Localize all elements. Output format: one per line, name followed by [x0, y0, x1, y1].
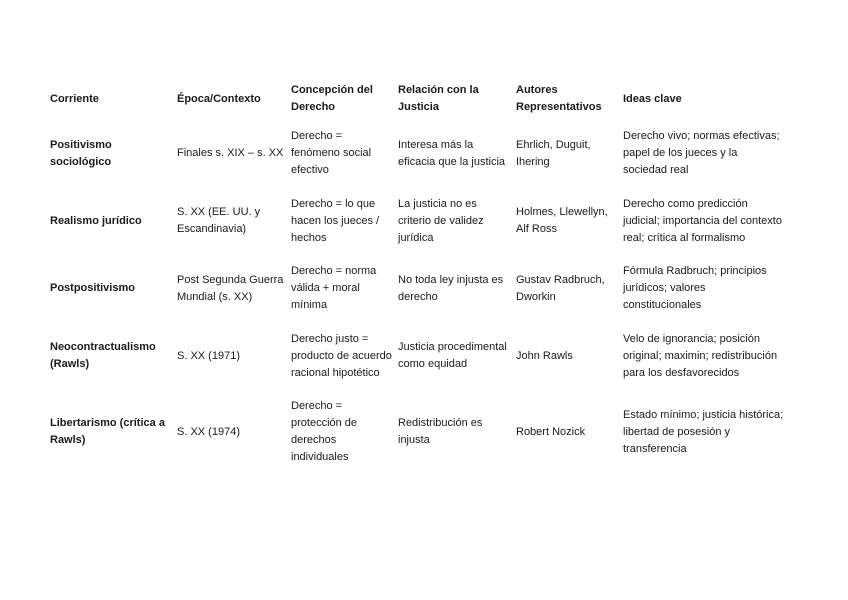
cell-autores: Gustav Radbruch, Dworkin [516, 273, 605, 303]
header-epoca: Época/Contexto [177, 92, 261, 105]
table-row [47, 124, 787, 183]
header-autores: Autores Representativos [516, 84, 602, 113]
cell-autores: Robert Nozick [516, 425, 586, 438]
cell-concepcion: Derecho = norma válida + moral mínima [291, 265, 377, 311]
header-corriente: Corriente [50, 92, 99, 105]
header-concepcion: Concepción del Derecho [291, 84, 373, 113]
table-header-row [47, 78, 787, 124]
comparison-table [47, 78, 787, 470]
cell-epoca: S. XX (1971) [177, 349, 240, 362]
cell-relacion: No toda ley injusta es derecho [398, 273, 504, 303]
cell-relacion: Justicia procedimental como equidad [398, 341, 507, 370]
table-row [47, 183, 787, 259]
cell-concepcion: Derecho = lo que hacen los jueces / hechos [291, 197, 380, 244]
cell-ideas: Estado mínimo; justicia histórica; libertad de posesión y transferencia [623, 408, 784, 455]
cell-autores: Ehrlich, Duguit, Ihering [516, 138, 591, 168]
cell-corriente: Libertarismo (crítica a Rawls) [50, 417, 165, 446]
cell-epoca: Post Segunda Guerra Mundial (s. XX) [177, 273, 284, 303]
table-row [47, 318, 787, 394]
cell-epoca: S. XX (EE. UU. y Escandinavia) [177, 206, 261, 235]
cell-corriente: Postpositivismo [50, 282, 135, 294]
header-ideas: Ideas clave [623, 92, 682, 105]
cell-ideas: Fórmula Radbruch; principios jurídicos; valores constitucionales [623, 265, 767, 311]
cell-epoca: S. XX (1974) [177, 425, 240, 438]
cell-relacion: La justicia no es criterio de validez jurídica [398, 197, 484, 244]
cell-ideas: Derecho como predicción judicial; importancia del contexto real; crítica al formalismo [623, 197, 782, 244]
cell-corriente: Realismo jurídico [50, 214, 142, 227]
cell-ideas: Velo de ignorancia; posición original; maximin; redistribución para los desfavorecidos [623, 332, 778, 379]
cell-concepcion: Derecho = fenómeno social efectivo [291, 130, 372, 176]
cell-concepcion: Derecho justo = producto de acuerdo racional hipotético [291, 332, 392, 379]
cell-autores: John Rawls [516, 349, 573, 362]
table-row [47, 259, 787, 318]
cell-corriente: Neocontractualismo (Rawls) [50, 341, 156, 370]
cell-autores: Holmes, Llewellyn, Alf Ross [516, 206, 608, 235]
cell-ideas: Derecho vivo; normas efectivas; papel de los jueces y la sociedad real [623, 130, 780, 176]
cell-relacion: Interesa más la eficacia que la justicia [398, 138, 506, 168]
cell-concepcion: Derecho = protección de derechos individuales [291, 400, 358, 463]
header-relacion: Relación con la Justicia [398, 84, 479, 113]
cell-relacion: Redistribución es injusta [398, 417, 483, 446]
cell-corriente: Positivismo sociológico [50, 138, 112, 168]
table-row [47, 394, 787, 470]
cell-epoca: Finales s. XIX – s. XX [177, 147, 284, 159]
